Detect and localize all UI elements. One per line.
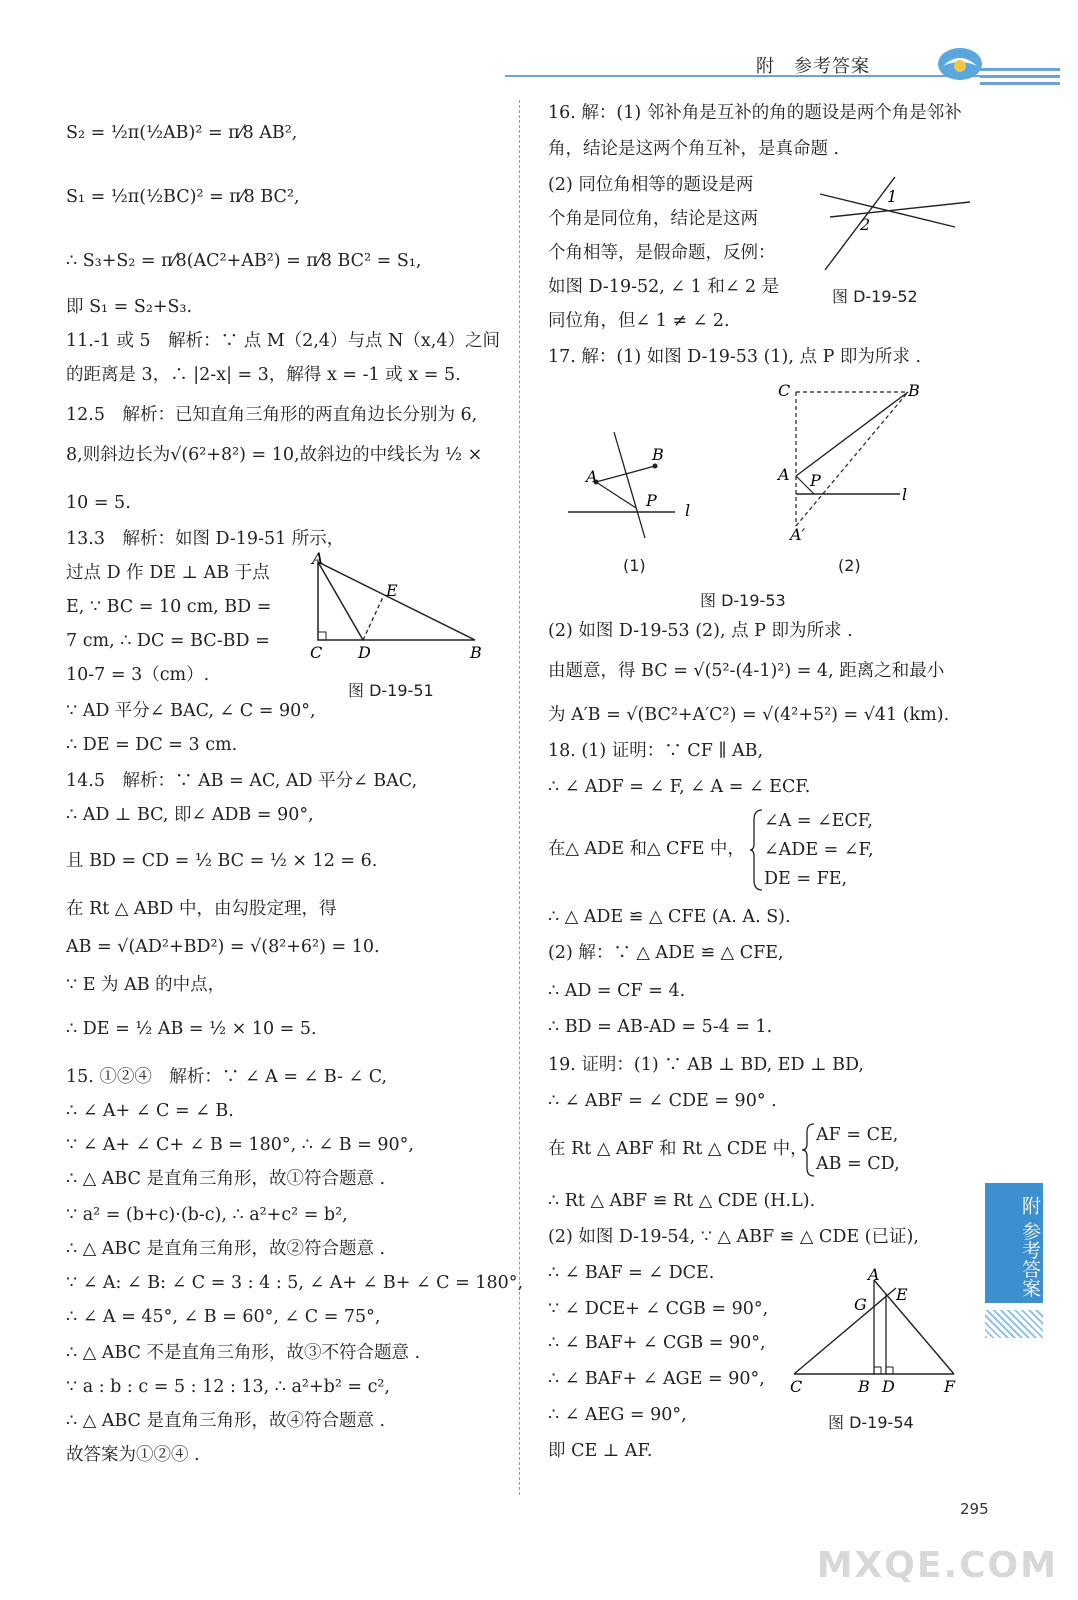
point-b [653, 464, 658, 469]
text-line: ∴ ∠ BAF+ ∠ CGB = 90°, [548, 1333, 766, 1353]
text-line: (2) 如图 D-19-54, ∵ △ ABF ≌ △ CDE (已证), [548, 1227, 919, 1247]
text-line: 10 = 5. [66, 493, 131, 513]
text-line: ∴ △ ADE ≌ △ CFE (A. A. S). [548, 907, 791, 927]
text-line: ∴ ∠ ADF = ∠ F, ∠ A = ∠ ECF. [548, 777, 811, 797]
text-line: 个角相等，是假命题，反例： [548, 243, 776, 263]
text-line: ∵ ∠ DCE+ ∠ CGB = 90°, [548, 1299, 769, 1319]
text-line: ∴ ∠ BAF+ ∠ AGE = 90°, [548, 1369, 765, 1389]
text-line: 10-7 = 3（cm）. [66, 665, 210, 685]
text-line: ∵ ∠ A: ∠ B: ∠ C = 3 : 4 : 5, ∠ A+ ∠ B+ ∠ C = 180°, [66, 1273, 524, 1293]
text-line: (2) 解：∵ △ ADE ≌ △ CFE, [548, 943, 784, 963]
label-e: E [386, 581, 398, 600]
label-c: C [790, 1377, 803, 1396]
label-a-prime: A′ [790, 525, 806, 544]
right-angle-d [886, 1367, 893, 1374]
text-line: 12.5 解析：已知直角三角形的两直角边长分别为 6, [66, 405, 478, 425]
text-line: ∵ AD 平分∠ BAC, ∠ C = 90°, [66, 701, 316, 721]
label-c: C [310, 643, 323, 662]
label-p: P [646, 491, 657, 510]
figure-d-19-53-1 [560, 430, 710, 540]
segment-ab [596, 466, 655, 482]
header-rule [505, 75, 1000, 77]
caption-d-19-53-sub2: (2) [838, 556, 861, 575]
segment-ab [796, 392, 908, 476]
label-e: E [896, 1285, 908, 1304]
label-b: B [908, 381, 920, 400]
text-line: ∴ S₃+S₂ = π⁄8(AC²+AB²) = π⁄8 BC² = S₁, [66, 251, 422, 271]
text-line: 14.5 解析：∵ AB = AC, AD 平分∠ BAC, [66, 771, 418, 791]
label-f: F [944, 1377, 956, 1396]
text-line: ∴ ∠ A = 45°, ∠ B = 60°, ∠ C = 75°, [66, 1307, 381, 1327]
segment-a-prime-b [796, 392, 908, 526]
figure-d-19-52 [815, 172, 975, 272]
text-line: ∵ E 为 AB 的中点， [66, 975, 226, 995]
text-line: ∴ △ ABC 是直角三角形，故④符合题意 . [66, 1411, 386, 1431]
figure-d-19-51 [300, 552, 500, 667]
text-line: 19. 证明：(1) ∵ AB ⊥ BD, ED ⊥ BD, [548, 1055, 864, 1075]
text-line: S₁ = ½π(½BC)² = π⁄8 BC², [66, 187, 300, 207]
text-line: AB = CD, [816, 1154, 900, 1174]
text-line: (2) 如图 D-19-53 (2), 点 P 即为所求 . [548, 621, 853, 641]
label-p: P [810, 471, 821, 490]
text-line: ∴ AD = CF = 4. [548, 981, 686, 1001]
text-line: 在△ ADE 和△ CFE 中， [548, 839, 745, 859]
label-a: A [868, 1268, 880, 1284]
text-line: 8,则斜边长为√(6²+8²) = 10,故斜边的中线长为 ½ × [66, 445, 483, 465]
caption-d-19-54: 图 D-19-54 [828, 1413, 914, 1432]
text-line: 13.3 解析：如图 D-19-51 所示， [66, 529, 345, 549]
label-d: D [358, 643, 371, 662]
text-line: 且 BD = CD = ½ BC = ½ × 12 = 6. [66, 851, 378, 871]
segment-ce [794, 1288, 896, 1374]
text-line: 由题意，得 BC = √(5²-(4-1)²) = 4, 距离之和最小 [548, 661, 945, 681]
perpendicular-bisector [614, 432, 645, 538]
label-l: l [902, 485, 908, 504]
text-line: DE = FE, [764, 869, 848, 889]
text-line: 过点 D 作 DE ⊥ AB 于点 [66, 563, 270, 583]
triangle-abc [318, 562, 475, 640]
label-a: A [586, 467, 598, 486]
label-d: D [882, 1377, 895, 1396]
text-line: ∴ BD = AB-AD = 5-4 = 1. [548, 1017, 773, 1037]
book-logo-icon [935, 44, 985, 82]
label-g: G [854, 1295, 867, 1314]
text-line: ∴ ∠ A+ ∠ C = ∠ B. [66, 1101, 234, 1121]
text-line: 在 Rt △ ABF 和 Rt △ CDE 中， [548, 1139, 808, 1159]
text-line: AF = CE, [816, 1125, 899, 1145]
label-c: C [778, 381, 791, 400]
text-line: 同位角，但∠ 1 ≠ ∠ 2. [548, 311, 730, 331]
caption-d-19-52: 图 D-19-52 [832, 287, 918, 306]
label-a: A [778, 465, 790, 484]
brace-system-18 [750, 808, 764, 892]
text-line: 16. 解：(1) 邻补角是互补的角的题设是两个角是邻补 [548, 103, 962, 123]
text-line: 18. (1) 证明：∵ CF ∥ AB, [548, 741, 764, 761]
text-line: 为 A′B = √(BC²+A′C²) = √(4²+5²) = √41 (km). [548, 705, 950, 725]
caption-d-19-53-sub1: (1) [623, 556, 646, 575]
text-line: 15. ①②④ 解析：∵ ∠ A = ∠ B- ∠ C, [66, 1067, 388, 1087]
text-line: ∵ a : b : c = 5 : 12 : 13, ∴ a²+b² = c², [66, 1377, 390, 1397]
text-line: ∴ DE = ½ AB = ½ × 10 = 5. [66, 1019, 317, 1039]
text-line: ∴ Rt △ ABF ≌ Rt △ CDE (H.L). [548, 1191, 816, 1211]
text-line: 11.-1 或 5 解析：∵ 点 M（2,4）与点 N（x,4）之间 [66, 331, 500, 351]
text-line: 17. 解：(1) 如图 D-19-53 (1), 点 P 即为所求 . [548, 347, 922, 367]
label-b: B [652, 445, 664, 464]
segment-de [363, 597, 383, 640]
text-line: ∴ ∠ AEG = 90°, [548, 1405, 687, 1425]
watermark: MXQE.COM [816, 1545, 1058, 1586]
text-line: S₂ = ½π(½AB)² = π⁄8 AB², [66, 123, 298, 143]
text-line: 的距离是 3，∴ |2-x| = 3，解得 x = -1 或 x = 5. [66, 365, 461, 385]
header-stripes [980, 62, 1060, 90]
text-line: ∵ a² = (b+c)·(b-c), ∴ a²+c² = b², [66, 1205, 348, 1225]
label-l: l [685, 501, 691, 520]
text-line: ∴ AD ⊥ BC, 即∠ ADB = 90°, [66, 805, 314, 825]
text-line: AB = √(AD²+BD²) = √(8²+6²) = 10. [66, 937, 380, 957]
text-line: 7 cm, ∴ DC = BC-BD = [66, 631, 270, 651]
text-line: E, ∵ BC = 10 cm, BD = [66, 597, 272, 617]
label-angle-2: 2 [860, 215, 871, 234]
text-line: ∴ △ ABC 是直角三角形，故②符合题意 . [66, 1239, 386, 1259]
text-line: 角，结论是这两个角互补，是真命题 . [548, 139, 840, 159]
text-line: ∴ △ ABC 是直角三角形，故①符合题意 . [66, 1169, 386, 1189]
header-title: 附 参考答案 [756, 56, 870, 77]
text-line: 在 Rt △ ABD 中，由勾股定理，得 [66, 899, 337, 919]
text-line: 如图 D-19-52, ∠ 1 和∠ 2 是 [548, 277, 780, 297]
caption-d-19-51: 图 D-19-51 [348, 681, 434, 700]
text-line: ∵ ∠ A+ ∠ C+ ∠ B = 180°, ∴ ∠ B = 90°, [66, 1135, 414, 1155]
side-tab-hatch [985, 1310, 1043, 1338]
text-line: 个角是同位角，结论是这两 [548, 209, 758, 229]
text-line: 故答案为①②④ . [66, 1445, 200, 1465]
caption-d-19-53: 图 D-19-53 [700, 591, 786, 610]
text-line: (2) 同位角相等的题设是两 [548, 175, 754, 195]
label-angle-1: 1 [887, 187, 898, 206]
page-number: 295 [960, 1500, 989, 1518]
text-line: ∴ ∠ ABF = ∠ CDE = 90° . [548, 1091, 777, 1111]
label-a: A [312, 552, 324, 568]
text-line: 即 S₁ = S₂+S₃. [66, 297, 193, 317]
text-line: 即 CE ⊥ AF. [548, 1441, 653, 1461]
line-2 [830, 202, 970, 217]
text-line: ∴ DE = DC = 3 cm. [66, 735, 238, 755]
side-tab: 附 参考答案 [985, 1183, 1043, 1303]
right-angle-b [874, 1367, 881, 1374]
text-line: ∠A = ∠ECF, [764, 811, 873, 831]
label-b: B [858, 1377, 870, 1396]
text-line: ∴ ∠ BAF = ∠ DCE. [548, 1263, 715, 1283]
text-line: ∠ADE = ∠F, [764, 840, 874, 860]
figure-d-19-54 [784, 1268, 964, 1400]
text-line: ∴ △ ABC 不是直角三角形，故③不符合题意 . [66, 1343, 421, 1363]
right-angle-c [318, 632, 326, 640]
label-b: B [470, 643, 482, 662]
brace-system-19 [802, 1122, 816, 1178]
figure-d-19-53-2 [770, 378, 930, 548]
